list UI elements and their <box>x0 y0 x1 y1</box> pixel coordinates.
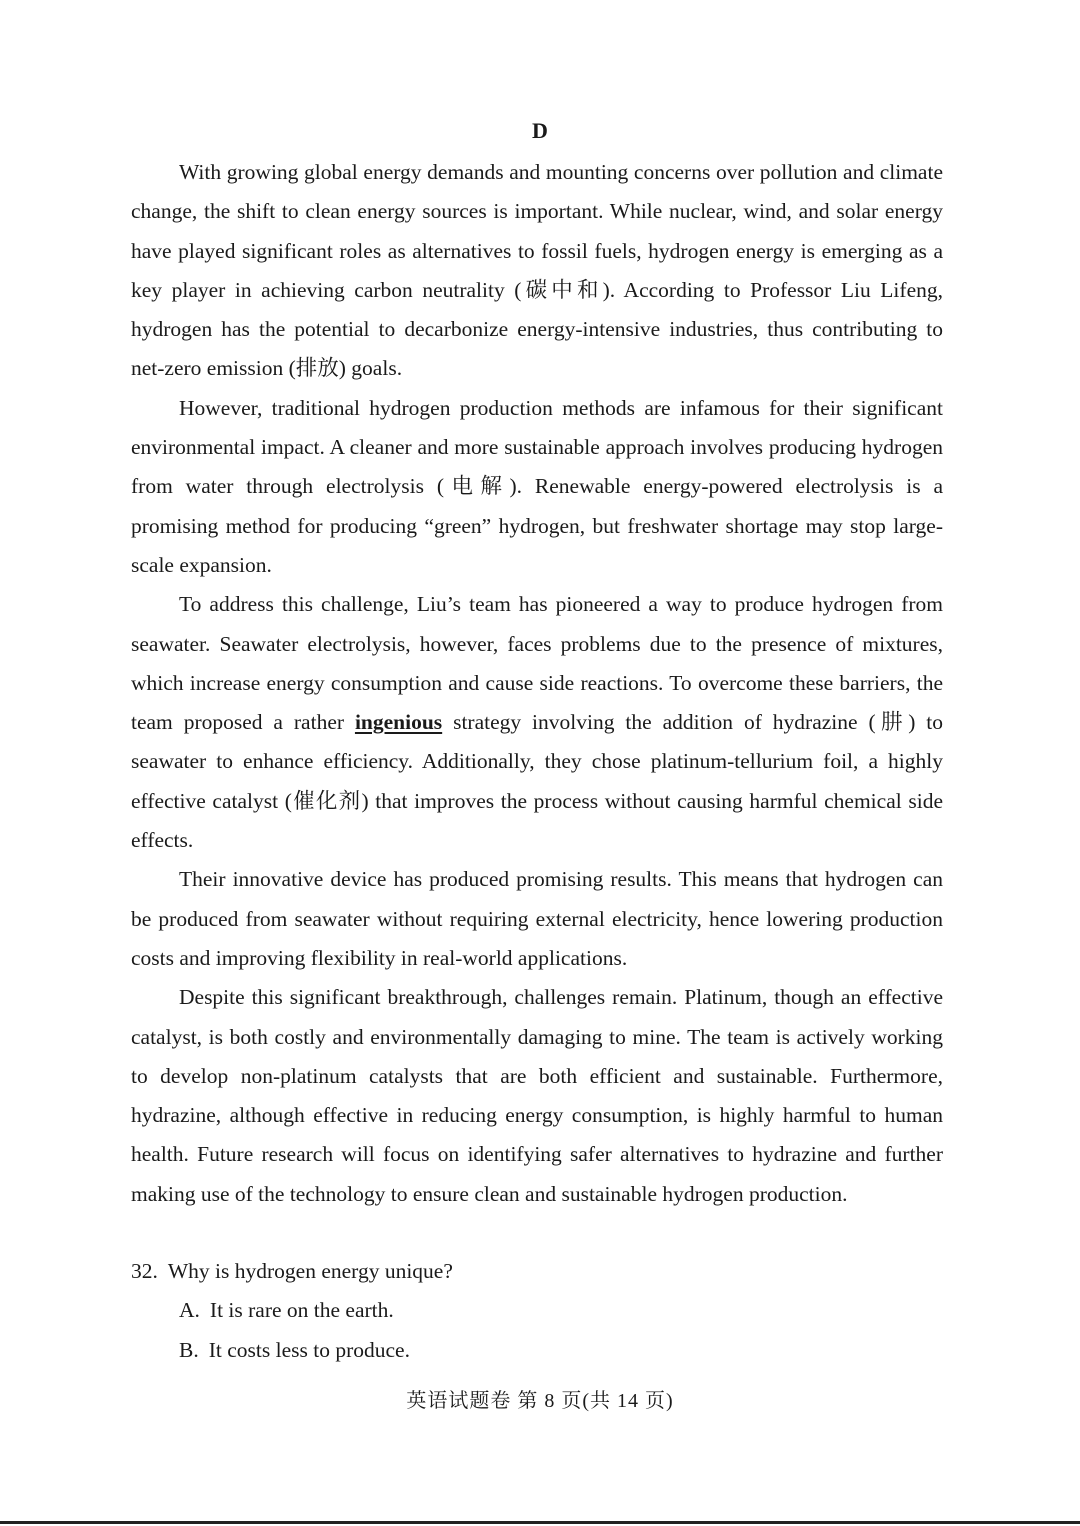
paragraph-3 <box>131 585 943 860</box>
paragraph-text: However, traditional hydrogen production methods are infamous for their significant environmental impact. A cleaner and more sustainable approach involves producing hydrogen from water through electrolysis (电解). Renewable energy-powered electrolysis is a promising method for producing “green” hydrogen, but freshwater shortage may stop large-scale expansion. <box>131 395 943 577</box>
bottom-border <box>0 1521 1080 1524</box>
underlined-word: ingenious <box>354 710 443 735</box>
paragraph-2 <box>131 389 943 585</box>
paragraph-5 <box>131 978 943 1214</box>
question-number: 32. <box>131 1259 158 1283</box>
paragraph-text: strategy involving the addition of hydrazine (肼) to seawater to enhance efficiency. Additionally, they chose platinum-tellurium foil, a highly effective catalyst (催化剂) that improves the process without causing harmful chemical side effects. <box>131 710 943 853</box>
paragraph-text: To address this challenge, Liu’s team has pioneered a way to produce hydrogen from seawater. Seawater electrolysis, however, faces problems due to the presence of mixtures, which increase energy consumption and cause side reactions. To overcome these barriers, the team proposed a rather <box>131 592 943 735</box>
option-letter: A. <box>179 1298 200 1323</box>
paragraph-4 <box>131 860 943 978</box>
question-text: Why is hydrogen energy unique? <box>167 1259 453 1283</box>
option-b[interactable] <box>131 1331 943 1370</box>
paragraph-text: Despite this significant breakthrough, challenges remain. Platinum, though an effective catalyst, is both costly and environmentally damaging to mine. The team is actively working to develop non-platinum catalysts that are both efficient and sustainable. Furthermore, hydrazine, although effective in reducing energy consumption, is highly harmful to human health. Future research will focus on identifying safer alternatives to hydrazine and further making use of the technology to ensure clean and sustainable hydrogen production. <box>131 985 943 1206</box>
option-text: It costs less to produce. <box>208 1337 410 1362</box>
question-32 <box>131 1252 943 1370</box>
option-letter: B. <box>179 1337 199 1362</box>
paragraph-1 <box>131 153 943 389</box>
paragraph-text: Their innovative device has produced promising results. This means that hydrogen can be produced from seawater without requiring external electricity, hence lowering production costs and improving flexibility in real-world applications. <box>131 867 943 970</box>
reading-passage <box>131 153 943 1214</box>
section-heading: D <box>532 118 548 143</box>
question-stem <box>131 1252 943 1291</box>
page-footer: 英语试题卷 第 8 页(共 14 页) <box>406 1390 674 1412</box>
option-text: It is rare on the earth. <box>209 1298 394 1323</box>
paragraph-text: With growing global energy demands and mounting concerns over pollution and climate change, the shift to clean energy sources is important. While nuclear, wind, and solar energy have played significant roles as alternatives to fossil fuels, hydrogen energy is emerging as a key player in achieving carbon neutrality (碳中和). According to Professor Liu Lifeng, hydrogen has the potential to decarbonize energy-intensive industries, thus contributing to net-zero emission (排放) goals. <box>131 160 943 381</box>
option-a[interactable] <box>131 1291 943 1330</box>
